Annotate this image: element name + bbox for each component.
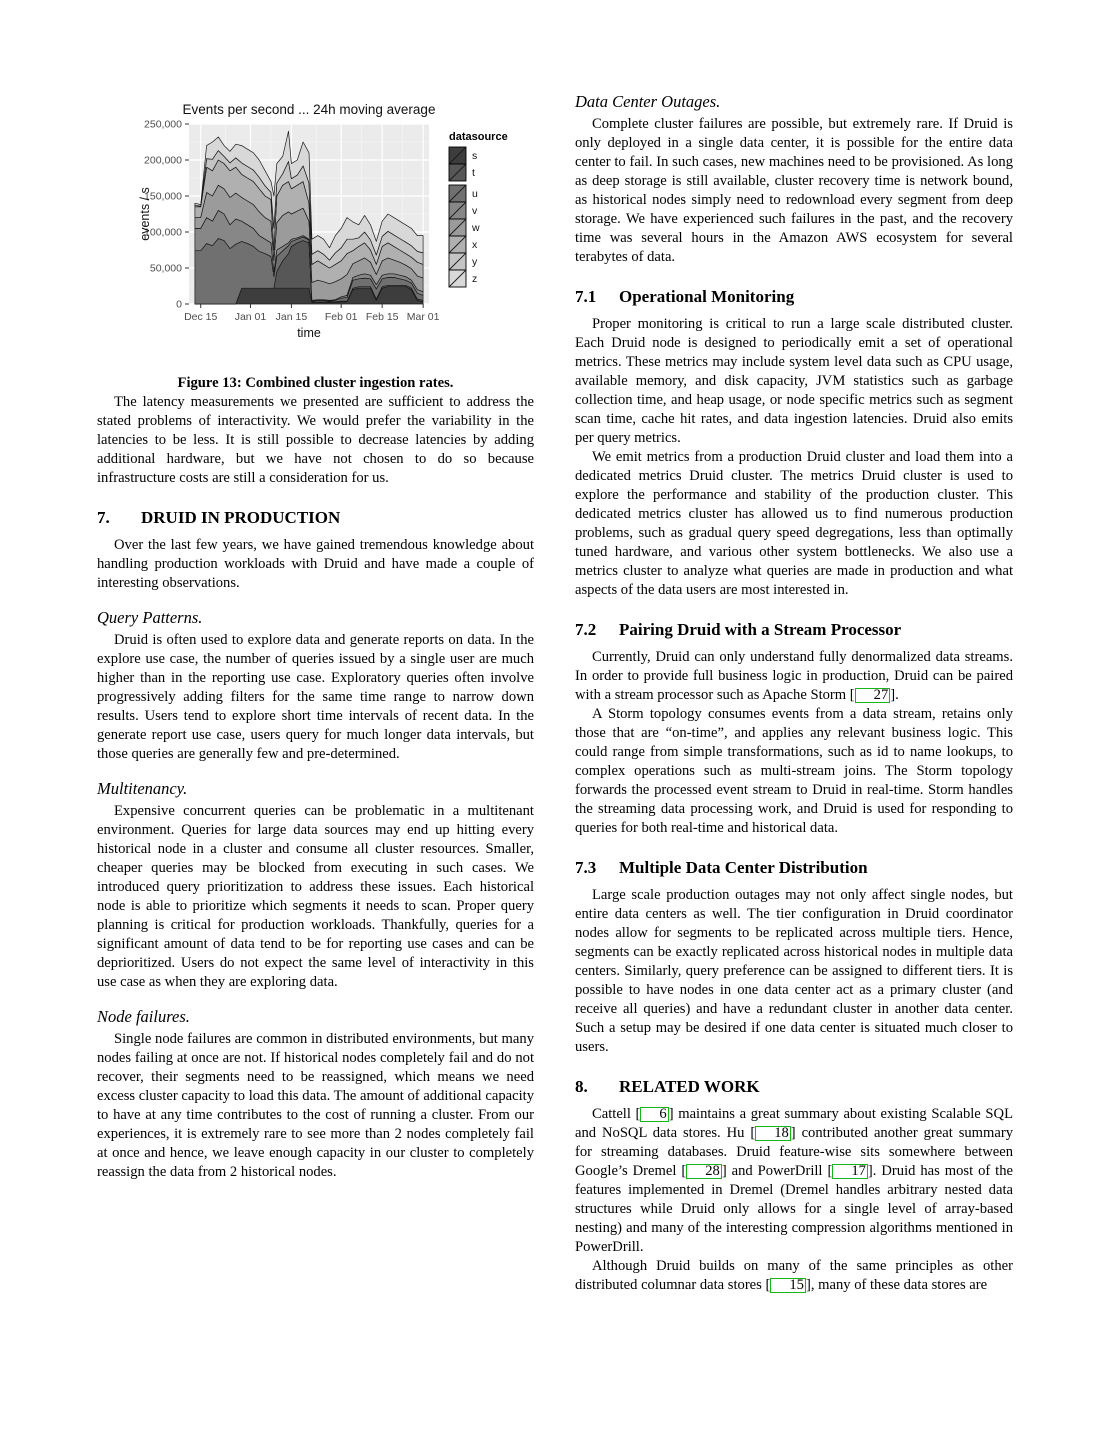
paragraph-section7: Over the last few years, we have gained tremendous knowledge about handling production workloads with Druid and have made a couple of interesting observations. (97, 537, 534, 591)
figure-13 (97, 100, 534, 393)
multitenancy-heading: Multitenancy. (97, 779, 188, 798)
citation: [ 6 ] (635, 1106, 674, 1122)
section-7-2-heading (575, 620, 1013, 640)
svg-text:Jan 15: Jan 15 (275, 311, 308, 323)
y-axis-title: events / s (138, 187, 152, 241)
chart-title: Events per second ... 24h moving average (182, 102, 436, 117)
svg-text:Feb 15: Feb 15 (365, 311, 399, 323)
section-7-1-heading (575, 287, 1013, 307)
legend-label-z: z (472, 273, 478, 285)
section-title: Operational Monitoring (619, 287, 795, 306)
legend-label-y: y (472, 256, 478, 268)
section-number: 7.2 (575, 620, 597, 639)
section-title: RELATED WORK (619, 1077, 760, 1096)
svg-text:150,000: 150,000 (144, 190, 182, 203)
paragraph-multitenancy: Expensive concurrent queries can be problematic in a multitenant environment. Queries for large data sources may end up hitting every historical node in a cluster and consume all cluster resources. Smaller, cheaper queries may be blocked from executing in such cases. We introduced query prioritization to address these issues. Each historical node is able to prioritize which segments it needs to scan. Proper query planning is critical for production workloads. Thankfully, queries for a significant amount of data tend to be for reporting use cases and can be deprioritized. Users do not expect the same level of interactivity in this use case as when they are exploring data. (97, 803, 534, 990)
paragraph-7-2-a: Currently, Druid can only understand fully denormalized data streams. In order to provide full business logic in production, Druid can be paired with a stream processor such as Apache Storm [ 27 ]. (575, 649, 1013, 703)
svg-text:0: 0 (176, 298, 182, 311)
query-patterns-heading: Query Patterns. (97, 608, 203, 627)
x-axis-title: time (297, 326, 321, 340)
right-column (575, 92, 1013, 1295)
paragraph-7-3: Large scale production outages may not only affect single nodes, but entire data centers as well. The tier configuration in Druid coordinator nodes allow for segments to be replicated across multiple tiers. Hence, segments can be exactly replicated across historical nodes in multiple data centers. Similarly, query preference can be assigned to different tiers. It is possible to have nodes in one data center act as a primary cluster (and receive all queries) and have a redundant cluster in another data center. Such a setup may be desired if one data center is situated much closer to users. (575, 887, 1013, 1055)
citation: [ 27 ] (849, 687, 896, 703)
paragraph-7-2-b: A Storm topology consumes events from a data stream, retains only those that are “on-time”, and applies any relevant business logic. This could range from simple transformations, such as id to name lookups, to complex operations such as multi-stream joins. The Storm topology forwards the processed event stream to Druid in real-time. Storm handles the streaming data processing work, and Druid is used for responding to queries for both real-time and historical data. (575, 706, 1013, 836)
section-8-heading (575, 1077, 1013, 1097)
legend-title: datasource (449, 131, 508, 143)
section-number: 7.1 (575, 287, 597, 306)
legend-label-x: x (472, 239, 478, 251)
figure-caption: Figure 13: Combined cluster ingestion rates. (177, 375, 454, 391)
paragraph-7-1-a: Proper monitoring is critical to run a large scale distributed cluster. Each Druid node is designed to periodically emit a set of operational metrics. These metrics may include system level data such as CPU usage, available memory, and disk capacity, JVM statistics such as garbage collection time, and heap usage, or node specific metrics such as segment scan time, cache hit rates, and data ingestion latencies. Druid also emits per query metrics. (575, 316, 1013, 446)
citation: [ 18 ] (750, 1125, 796, 1141)
citation: [ 28 ] (681, 1163, 727, 1179)
legend-label-u: u (472, 188, 478, 200)
svg-text:50,000: 50,000 (149, 262, 182, 275)
legend-label-v: v (472, 205, 478, 217)
svg-text:Dec 15: Dec 15 (184, 311, 218, 323)
section-7-3-heading (575, 858, 1013, 878)
paragraph-data-center-outages: Complete cluster failures are possible, but extremely rare. If Druid is only deployed in a single data center, it is possible for the entire data center to fail. In such cases, new machines need to be provisioned. As long as deep storage is still available, cluster recovery time is network bound, as historical nodes simply need to redownload every segment from deep storage. We have experienced such failures in the past, and the recovery time was several hours in the Amazon AWS ecosystem for several terabytes of data. (575, 116, 1013, 265)
paragraph-query-patterns: Druid is often used to explore data and generate reports on data. In the explore use case, the number of queries issued by a single user are much higher than in the reporting use case. Exploratory queries often involve progressively adding filters for the same time range to narrow down results. Users tend to explore short time intervals of recent data. In the generate report use case, users query for much longer data intervals, but those queries are generally few and pre-determined. (97, 632, 534, 762)
left-column (97, 100, 534, 1182)
section-title: Pairing Druid with a Stream Processor (619, 620, 902, 639)
node-failures-heading: Node failures. (97, 1007, 190, 1026)
paragraph-7-1-b: We emit metrics from a production Druid cluster and load them into a dedicated metrics Druid cluster. The metrics Druid cluster is used to explore the performance and stability of the production cluster. This dedicated metrics cluster has allowed us to find numerous production problems, such as gradual query speed degregations, less than optimally tuned hardware, and various other system bottlenecks. We also use a metrics cluster to analyze what queries are made in production and what aspects of the data users are most interested in. (575, 449, 1013, 598)
citation: [ 15 ] (765, 1277, 811, 1293)
legend-label-t: t (472, 167, 475, 179)
chart-panel (189, 124, 429, 304)
svg-text:Jan 01: Jan 01 (234, 311, 267, 323)
svg-text:Mar 01: Mar 01 (406, 311, 440, 323)
legend-label-w: w (472, 222, 480, 234)
section-title: DRUID IN PRODUCTION (141, 508, 341, 527)
paragraph-latency: The latency measurements we presented are sufficient to address the stated problems of interactivity. We would prefer the variability in the latencies to be less. It is still possible to decrease latencies by adding additional hardware, but we have not chosen to do so because infrastructure costs are still a consideration for us. (97, 394, 534, 486)
citation: [ 17 ] (827, 1163, 873, 1179)
ingestion-rates-chart (97, 100, 534, 352)
chart-legend (449, 131, 508, 287)
paragraph-8-a: Cattell [ 6 ] maintains a great summary about existing Scalable SQL and NoSQL data stores. Hu [ 18 ] contributed another great summary for streaming databases. Druid feature-wise sits somewhere between Google’s Dremel [ 28 ] and PowerDrill [ 17 ]. Druid has most of the features implemented in Dremel (Dremel handles arbitrary nested data structures while Druid only allows for a single level of array-based nesting) and many of the interesting compression algorithms mentioned in PowerDrill. (575, 1106, 1014, 1255)
section-number: 8. (575, 1077, 588, 1096)
section-7-heading (97, 508, 534, 528)
paragraph-node-failures: Single node failures are common in distributed environments, but many nodes failing at once are not. If historical nodes completely fail and do not recover, their segments need to be reassigned, which means we need excess cluster capacity to load this data. The amount of additional capacity to have at any time contributes to the cost of running a cluster. From our experiences, it is extremely rare to see more than 2 nodes completely fail at once and hence, we leave enough capacity in our cluster to completely reassign the data from 2 historical nodes. (97, 1031, 534, 1180)
svg-text:200,000: 200,000 (144, 154, 182, 167)
svg-text:100,000: 100,000 (144, 226, 182, 239)
section-title: Multiple Data Center Distribution (619, 858, 868, 877)
legend-label-s: s (472, 150, 478, 162)
section-number: 7. (97, 508, 110, 527)
svg-text:Feb 01: Feb 01 (324, 311, 358, 323)
svg-text:250,000: 250,000 (144, 118, 182, 131)
section-number: 7.3 (575, 858, 597, 877)
paragraph-8-b: Although Druid builds on many of the same principles as other distributed columnar data stores [ 15 ], many of these data stores are (575, 1258, 1013, 1293)
data-center-outages-heading: Data Center Outages. (575, 92, 721, 111)
